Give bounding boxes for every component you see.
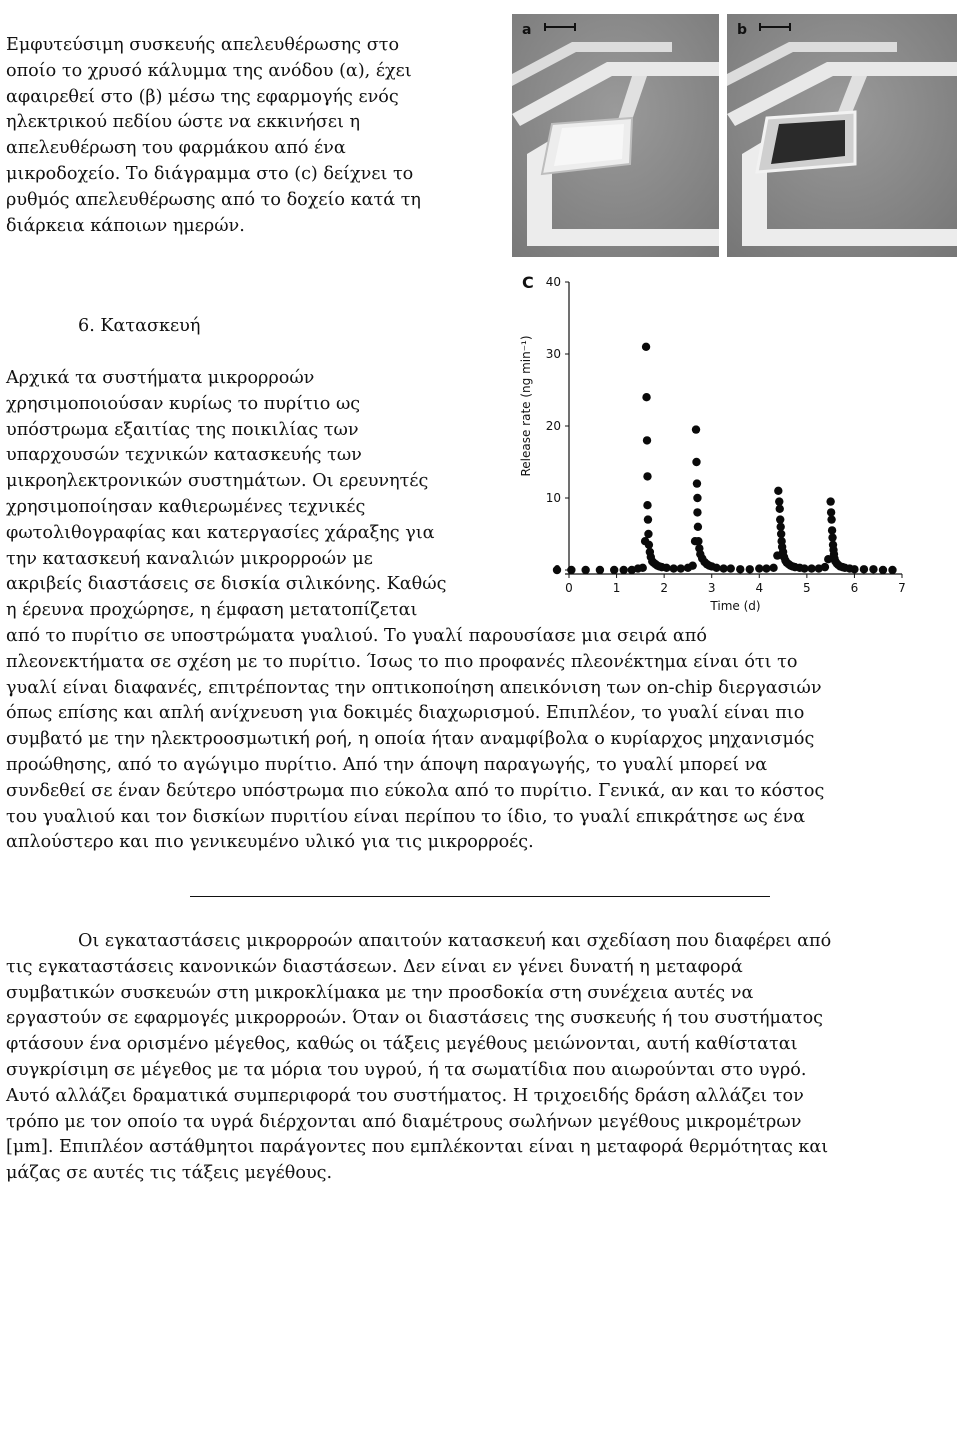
caption-line: ρυθμός απελευθέρωσης από το δοχείο κατά τη	[6, 189, 421, 210]
data-point	[693, 494, 701, 502]
data-point	[746, 565, 754, 573]
data-point	[879, 566, 887, 574]
chart-axes	[565, 282, 902, 574]
data-point	[688, 561, 696, 569]
caption-line: διάρκεια κάποιων ημερών.	[6, 215, 245, 236]
x-tick-label: 1	[612, 581, 621, 595]
paragraph-line: εργαστούν σε εφαρμογές μικρορροών. Όταν οι διαστάσεις της συσκευής ή του συστήματος	[6, 1008, 824, 1029]
caption-line: αφαιρεθεί στο (β) μέσω της εφαρμογής ενός	[6, 86, 399, 107]
x-axis-label: Time (d)	[710, 599, 761, 613]
data-point	[620, 566, 628, 574]
paragraph-line: η έρευνα προχώρησε, η έμφαση μετατοπίζεται	[6, 600, 418, 621]
paragraph-line: από το πυρίτιο σε υποστρώματα γυαλιού. Το γυαλί παρουσίασε μια σειρά από	[6, 625, 707, 646]
paragraph-2	[6, 929, 831, 1187]
data-point	[694, 537, 702, 545]
paragraph-line: ακριβείς διαστάσεις σε δισκία σιλικόνης. Καθώς	[6, 574, 447, 595]
y-axis-label: Release rate (ng min⁻¹)	[519, 335, 533, 477]
data-point	[769, 564, 777, 572]
micrograph-a-image	[512, 14, 719, 257]
y-tick-label: 20	[545, 419, 561, 433]
micrograph-b-image	[727, 14, 957, 257]
paragraph-line: γυαλί είναι διαφανές, επιτρέποντας την οπτικοποίηση απεικόνιση των on-chip διεργασιών	[6, 677, 822, 698]
data-point	[581, 566, 589, 574]
paragraph-line: συνδεθεί σε έναν δεύτερο υπόστρωμα πιο εύκολα από το πυρίτιο. Γενικά, αν και το κόστος	[6, 780, 825, 801]
data-point	[553, 566, 561, 574]
data-point	[567, 566, 575, 574]
data-point	[736, 565, 744, 573]
data-point	[693, 479, 701, 487]
data-point	[639, 564, 647, 572]
paragraph-line: μικροηλεκτρονικών συστημάτων. Οι ερευνητές	[6, 471, 429, 492]
data-point	[828, 526, 836, 534]
paragraph-line: υπόστρωμα εξαιτίας της ποικιλίας των	[6, 419, 359, 440]
paragraph-line: χρησιμοποιούσαν κυρίως το πυρίτιο ως	[6, 393, 361, 414]
y-tick-label: 30	[545, 347, 561, 361]
data-point	[828, 533, 836, 541]
paragraph-line: πλεονεκτήματα σε σχέση με το πυρίτιο. Ίσως το πιο προφανές πλεονέκτημα είναι ότι το	[6, 651, 798, 672]
y-tick-label: 40	[545, 275, 561, 289]
x-tick-label: 2	[660, 581, 668, 595]
caption-line: ηλεκτρικού πεδίου ώστε να εκκινήσει η	[6, 112, 361, 133]
scale-bar	[759, 26, 791, 28]
paragraph-line: όπως επίσης και απλή ανίχνευση για δοκιμές διαχωρισμού. Επιπλέον, το γυαλί είναι πιο	[6, 703, 805, 724]
data-point	[662, 564, 670, 572]
data-point	[869, 565, 877, 573]
data-point	[827, 515, 835, 523]
paragraph-line: τρόπο με τον οποίο τα υγρά διέρχονται από διαμέτρους σωλήνων μεγέθους μικρομέτρων	[6, 1111, 802, 1132]
data-point	[692, 425, 700, 433]
paragraph-line: Αυτό αλλάζει δραματικά συμπεριφορά του συστήματος. Η τριχοειδής δράση αλλάζει τον	[6, 1085, 804, 1106]
data-point	[776, 523, 784, 531]
caption-line: οποίο το χρυσό κάλυμμα της ανόδου (α), έχει	[6, 60, 412, 81]
figure	[512, 14, 957, 614]
release-rate-chart	[512, 269, 957, 614]
paragraph-line: [μm]. Επιπλέον αστάθμητοι παράγοντες που εμπλέκονται είναι η μεταφορά θερμότητας και	[6, 1137, 829, 1158]
section-heading: 6. Κατασκευή	[78, 316, 201, 336]
panel-b-label: b	[737, 22, 748, 38]
data-point	[776, 515, 784, 523]
data-point	[827, 508, 835, 516]
chart-ticks	[546, 275, 906, 595]
paragraph-line: συμβατικών συσκευών στη μικροκλίμακα με την προσδοκία στη συνέχεια αυτές να	[6, 982, 754, 1003]
data-point	[712, 564, 720, 572]
data-point	[776, 505, 784, 513]
paragraph-line: φτάσουν ένα ορισμένο μέγεθος, καθώς οι τάξεις μεγέθους μειώνονται, αυτή καθίσταται	[6, 1034, 798, 1055]
data-point	[775, 497, 783, 505]
data-point	[644, 530, 652, 538]
x-tick-label: 3	[707, 581, 716, 595]
x-tick-label: 5	[803, 581, 811, 595]
data-point	[643, 501, 651, 509]
data-point	[777, 530, 785, 538]
data-point	[692, 458, 700, 466]
data-point	[643, 472, 651, 480]
data-point	[850, 565, 858, 573]
caption-line: απελευθέρωση του φαρμάκου από ένα	[6, 138, 346, 159]
x-tick-label: 6	[850, 581, 859, 595]
data-point	[694, 523, 702, 531]
data-point	[643, 436, 651, 444]
data-point	[642, 393, 650, 401]
panel-c-label: C	[522, 273, 534, 292]
data-point	[821, 563, 829, 571]
data-point	[826, 497, 834, 505]
caption-line: Εμφυτεύσιμη συσκευής απελευθέρωσης στο	[6, 35, 400, 55]
paragraph-line: μάζας σε αυτές τις τάξεις μεγέθους.	[6, 1163, 333, 1184]
paragraph-line: Αρχικά τα συστήματα μικρορροών	[6, 368, 315, 388]
data-point	[693, 508, 701, 516]
scale-bar	[544, 26, 576, 28]
data-point	[644, 515, 652, 523]
data-point	[888, 566, 896, 574]
data-point	[762, 564, 770, 572]
figure-caption	[6, 33, 421, 239]
x-tick-label: 0	[565, 581, 573, 595]
paragraph-line: απλούστερο και πιο γενικευμένο υλικό για τις μικρορροές.	[6, 832, 534, 853]
paragraph-line: Οι εγκαταστάσεις μικρορροών απαιτούν κατασκευή και σχεδίαση που διαφέρει από	[78, 931, 832, 951]
section-divider	[190, 896, 770, 897]
paragraph-line: φωτολιθογραφίας και κατεργασίες χάραξης για	[6, 522, 435, 543]
data-point	[596, 566, 604, 574]
paragraph-line: υπαρχουσών τεχνικών κατασκευής των	[6, 445, 362, 466]
paragraph-line: συμβατό με την ηλεκτροοσμωτική ροή, η οποία ήταν αναμφίβολα ο κυρίαρχος μηχανισμός	[6, 729, 815, 750]
micrograph-panel-a	[512, 14, 719, 257]
data-point	[645, 541, 653, 549]
x-tick-label: 4	[755, 581, 764, 595]
x-tick-label: 7	[898, 581, 906, 595]
data-point	[677, 564, 685, 572]
data-point	[610, 566, 618, 574]
paragraph-line: χρησιμοποίησαν καθιερωμένες τεχνικές	[6, 496, 366, 517]
chart-points	[553, 343, 897, 575]
paragraph-line: συγκρίσιμη σε μέγεθος με τα μόρια του υγρού, ή τα σωματίδια που αιωρούνται στο υγρό.	[6, 1059, 807, 1080]
paragraph-line: τις εγκαταστάσεις κανονικών διαστάσεων. Δεν είναι εν γένει δυνατή η μεταφορά	[6, 956, 743, 977]
micrograph-panel-b	[727, 14, 957, 257]
y-tick-label: 10	[545, 491, 561, 505]
panel-a-label: a	[522, 22, 532, 38]
paragraph-line: προώθησης, από το αγώγιμο πυρίτιο. Από την άποψη παραγωγής, το γυαλί μπορεί να	[6, 754, 768, 775]
paragraph-line: την κατασκευή καναλιών μικρορροών με	[6, 548, 373, 569]
data-point	[860, 565, 868, 573]
data-point	[774, 487, 782, 495]
data-point	[727, 564, 735, 572]
data-point	[642, 343, 650, 351]
paragraph-line: του γυαλιού και τον δισκίων πυριτίου είναι περίπου το ίδιο, το γυαλί επικράτησε ως ένα	[6, 806, 806, 827]
caption-line: μικροδοχείο. Το διάγραμμα στο (c) δείχνει το	[6, 163, 414, 184]
